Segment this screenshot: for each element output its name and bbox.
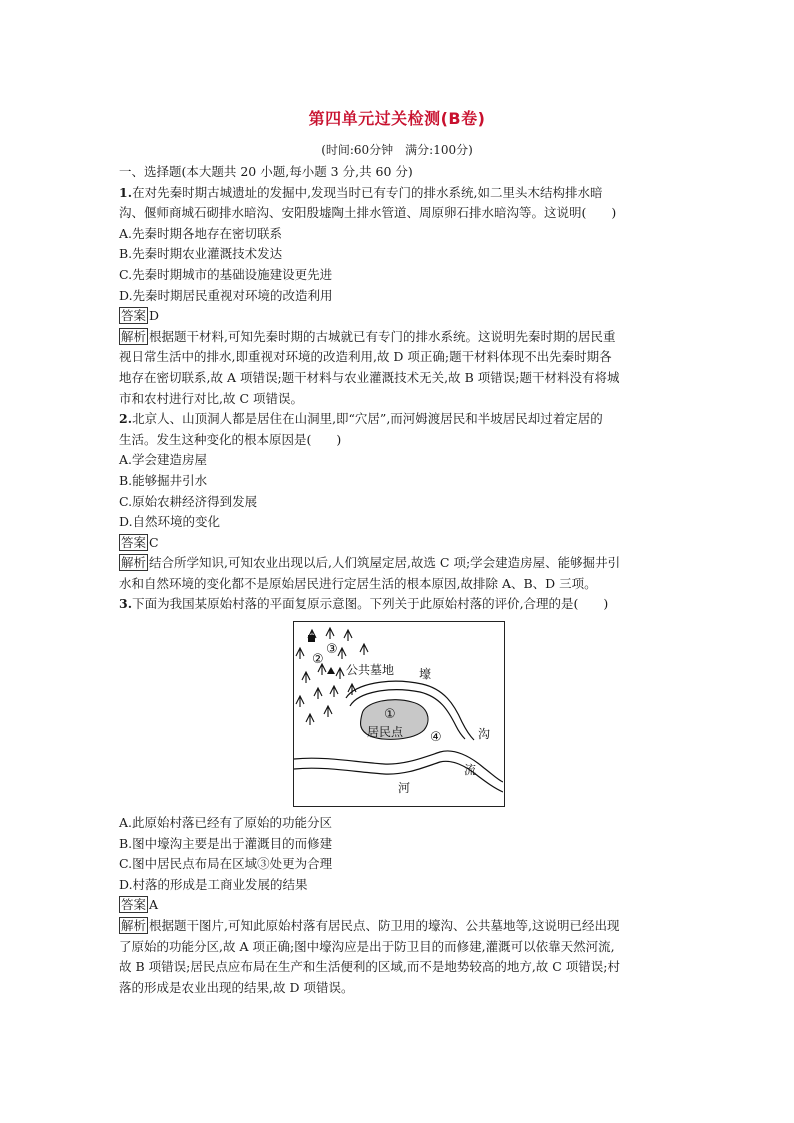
region-4-label: ④: [430, 730, 442, 746]
analysis-line: 根据题干材料,可知先秦时期的古城就已有专门的排水系统。这说明先秦时期的居民重: [149, 328, 616, 344]
question-stem-line: 在对先秦时期古城遗址的发掘中,发现当时已有专门的排水系统,如二里头木结构排水暗: [132, 184, 603, 200]
option-a: A.学会建造房屋: [119, 452, 208, 468]
question-3: [119, 594, 679, 998]
option-d: D.自然环境的变化: [119, 514, 221, 530]
answer-tag: 答案: [121, 897, 147, 913]
answer-tag: 答案: [121, 534, 147, 550]
answer-value: C: [149, 534, 159, 550]
analysis-line: 水和自然环境的变化都不是原始居民进行定居生活的根本原因,故排除 A、B、D 三项。: [119, 575, 597, 591]
question-stem-line: 北京人、山顶洞人都是居住在山洞里,即“穴居”,而河姆渡居民和半坡居民却过着定居的: [132, 411, 603, 427]
question-number: 1.: [119, 184, 133, 200]
region-1-label: ①: [384, 707, 396, 723]
question-stem-line: 生活。发生这种变化的根本原因是( ): [119, 431, 342, 447]
analysis-line: 地存在密切联系,故 A 项错误;题干材料与农业灌溉技术无关,故 B 项错误;题干材料没有将城: [119, 369, 620, 385]
option-c: C.图中居民点布局在区域③处更为合理: [119, 856, 333, 872]
triangle-marker-icon: [327, 667, 335, 674]
analysis-line: 了原始的功能分区,故 A 项正确;图中壕沟应是出于防卫目的而修建,灌溉可以依靠天然河流,: [119, 938, 615, 954]
question-number: 3.: [119, 596, 133, 612]
option-b: B.先秦时期农业灌溉技术发达: [119, 246, 283, 262]
analysis-line: 根据题干图片,可知此原始村落有居民点、防卫用的壕沟、公共墓地等,这说明已经出现: [149, 918, 620, 934]
option-d: D.村落的形成是工商业发展的结果: [119, 876, 308, 892]
option-a: A.先秦时期各地存在密切联系: [119, 225, 283, 241]
option-c: C.原始农耕经济得到发展: [119, 493, 258, 509]
exam-time-score: (时间:60分钟 满分:100分): [321, 143, 473, 157]
analysis-tag: 解析: [121, 918, 147, 934]
settlement-label: 居民点: [367, 725, 404, 740]
exam-content: [119, 162, 679, 998]
analysis-line: 故 B 项错误;居民点应布局在生产和生活便利的区域,而不是地势较高的地方,故 C 项错误;村: [119, 959, 621, 975]
option-b: B.能够掘井引水: [119, 472, 208, 488]
question-number: 2.: [119, 411, 133, 427]
analysis-tag: 解析: [121, 328, 147, 344]
option-d: D.先秦时期居民重视对环境的改造利用: [119, 287, 333, 303]
option-b: B.图中壕沟主要是出于灌溉目的而修建: [119, 835, 333, 851]
question-stem-line: 下面为我国某原始村落的平面复原示意图。下列关于此原始村落的评价,合理的是( ): [132, 596, 609, 612]
cemetery-label: 公共墓地: [346, 663, 395, 678]
option-c: C.先秦时期城市的基础设施建设更先进: [119, 266, 333, 282]
moat-label-2: 沟: [478, 727, 491, 742]
village-plan-figure: [293, 621, 505, 807]
analysis-line: 落的形成是农业出现的结果,故 D 项错误。: [119, 979, 354, 995]
river-label-2: 流: [464, 763, 477, 778]
answer-value: D: [149, 308, 160, 324]
answer-tag: 答案: [121, 308, 147, 324]
question-stem-line: 沟、偃师商城石砌排水暗沟、安阳殷墟陶土排水管道、周原卵石排水暗沟等。这说明( ): [119, 205, 617, 221]
question-2: [119, 409, 679, 594]
analysis-line: 市和农村进行对比,故 C 项错误。: [119, 390, 303, 406]
region-3-label: ③: [326, 642, 338, 658]
answer-value: A: [149, 897, 159, 913]
region-2-label: ②: [312, 652, 324, 668]
analysis-tag: 解析: [121, 555, 147, 571]
section-heading: 一、选择题(本大题共 20 小题,每小题 3 分,共 60 分): [119, 164, 413, 179]
question-1: [119, 183, 679, 410]
analysis-line: 结合所学知识,可知农业出现以后,人们筑屋定居,故选 C 项;学会建造房屋、能够掘井引: [149, 555, 621, 571]
option-a: A.此原始村落已经有了原始的功能分区: [119, 815, 333, 831]
page-title: 第四单元过关检测(B卷): [308, 109, 486, 128]
village-plan-map: [294, 622, 503, 805]
square-marker-icon: [308, 635, 315, 642]
analysis-line: 视日常生活中的排水,即重视对环境的改造利用,故 D 项正确;题干材料体现不出先秦时期各: [119, 349, 612, 365]
moat-label-1: 壕: [419, 667, 432, 682]
river-label-1: 河: [398, 781, 411, 796]
